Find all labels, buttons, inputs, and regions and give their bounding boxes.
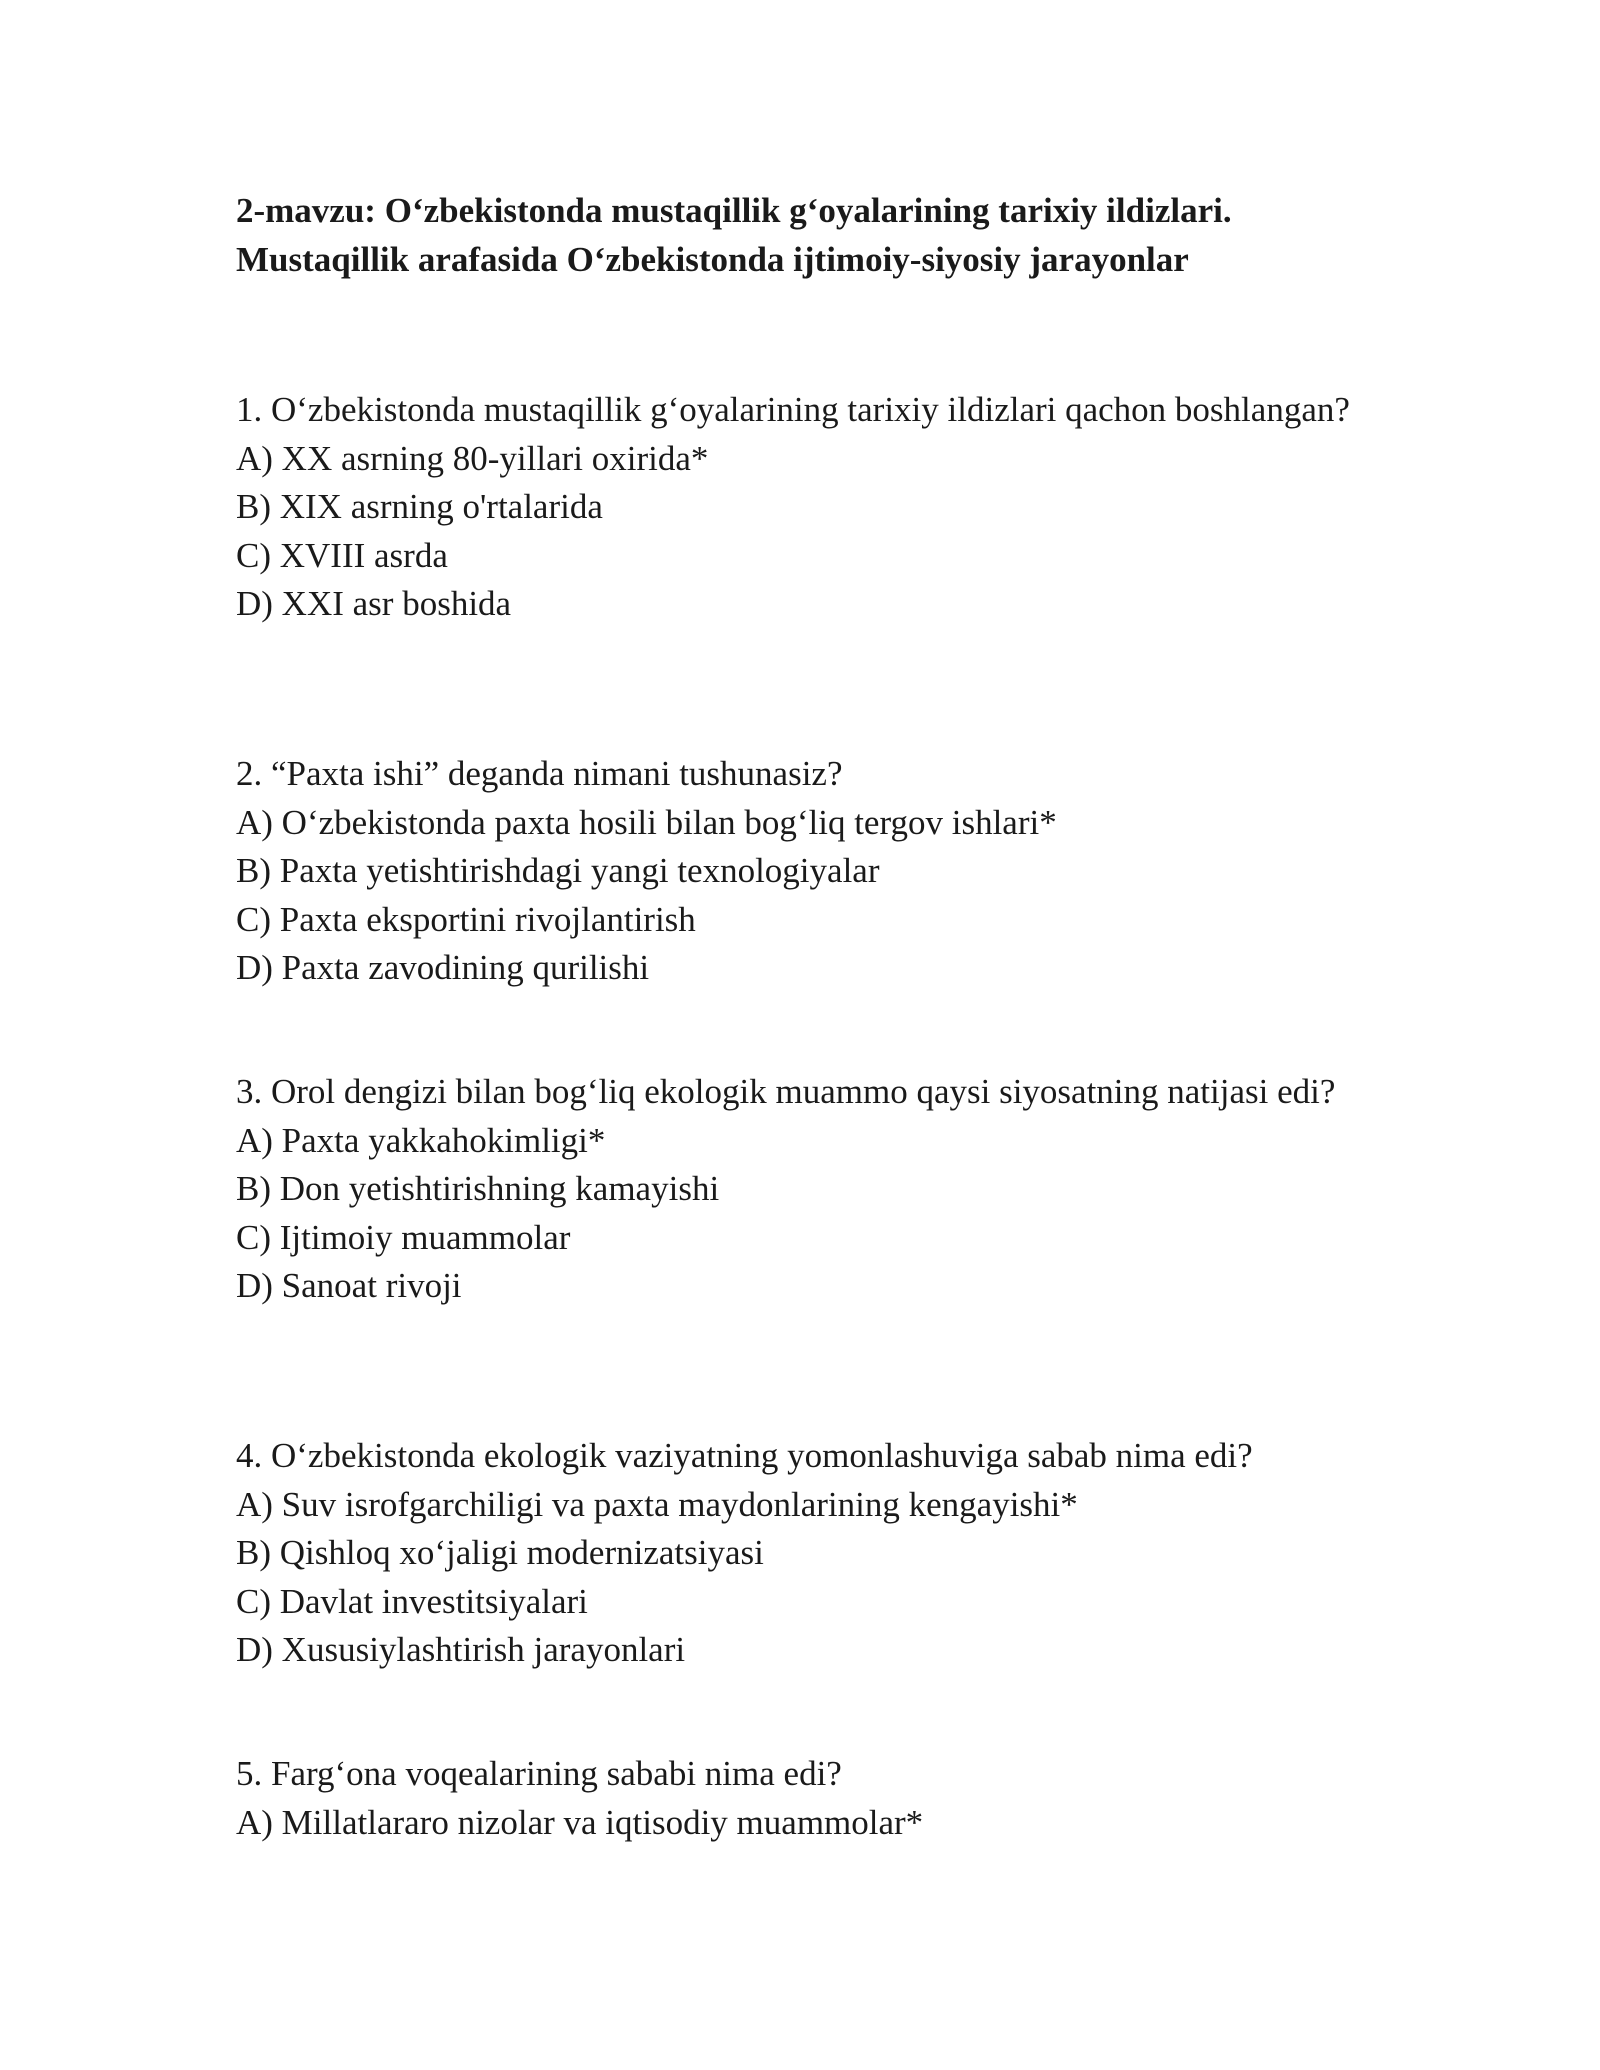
title-line-1: 2-mavzu: O‘zbekistonda mustaqillik g‘oyalarining tarixiy ildizlari. bbox=[236, 191, 1232, 230]
option-b: B) XIX asrning o'rtalarida bbox=[236, 487, 603, 526]
question-4 bbox=[236, 1432, 1376, 1675]
option-d: D) Paxta zavodining qurilishi bbox=[236, 948, 650, 987]
question-text: 3. Orol dengizi bilan bog‘liq ekologik muammo qaysi siyosatning natijasi edi? bbox=[236, 1072, 1336, 1111]
option-a: A) XX asrning 80-yillari oxirida* bbox=[236, 438, 709, 478]
question-text: 4. O‘zbekistonda ekologik vaziyatning yomonlashuviga sabab nima edi? bbox=[236, 1436, 1253, 1475]
option-d: D) Sanoat rivoji bbox=[236, 1266, 462, 1305]
option-d: D) Xususiylashtirish jarayonlari bbox=[236, 1630, 686, 1669]
option-c: C) XVIII asrda bbox=[236, 535, 448, 575]
option-a: A) Paxta yakkahokimligi* bbox=[236, 1120, 606, 1160]
option-d: D) XXI asr boshida bbox=[236, 584, 512, 623]
question-2 bbox=[236, 750, 1376, 993]
option-a: A) Millatlararo nizolar va iqtisodiy muammolar* bbox=[236, 1802, 924, 1842]
option-c: C) Davlat investitsiyalari bbox=[236, 1581, 588, 1621]
question-3 bbox=[236, 1068, 1376, 1311]
option-b: B) Don yetishtirishning kamayishi bbox=[236, 1169, 720, 1208]
question-text: 1. O‘zbekistonda mustaqillik g‘oyalarining tarixiy ildizlari qachon boshlangan? bbox=[236, 390, 1350, 429]
title-line-2: Mustaqillik arafasida O‘zbekistonda ijtimoiy-siyosiy jarayonlar bbox=[236, 240, 1189, 279]
option-b: B) Qishloq xo‘jaligi modernizatsiyasi bbox=[236, 1533, 764, 1572]
question-text: 2. “Paxta ishi” deganda nimani tushunasiz? bbox=[236, 754, 843, 793]
option-c: C) Ijtimoiy muammolar bbox=[236, 1217, 571, 1257]
question-5 bbox=[236, 1750, 1376, 1847]
option-a: A) Suv isrofgarchiligi va paxta maydonlarining kengayishi* bbox=[236, 1484, 1078, 1524]
option-c: C) Paxta eksportini rivojlantirish bbox=[236, 899, 696, 939]
document-page bbox=[236, 186, 1376, 1842]
option-b: B) Paxta yetishtirishdagi yangi texnologiyalar bbox=[236, 851, 880, 890]
question-1 bbox=[236, 386, 1376, 629]
option-a: A) O‘zbekistonda paxta hosili bilan bog‘liq tergov ishlari* bbox=[236, 802, 1057, 842]
question-text: 5. Farg‘ona voqealarining sababi nima edi? bbox=[236, 1754, 842, 1793]
document-title bbox=[236, 186, 1376, 284]
